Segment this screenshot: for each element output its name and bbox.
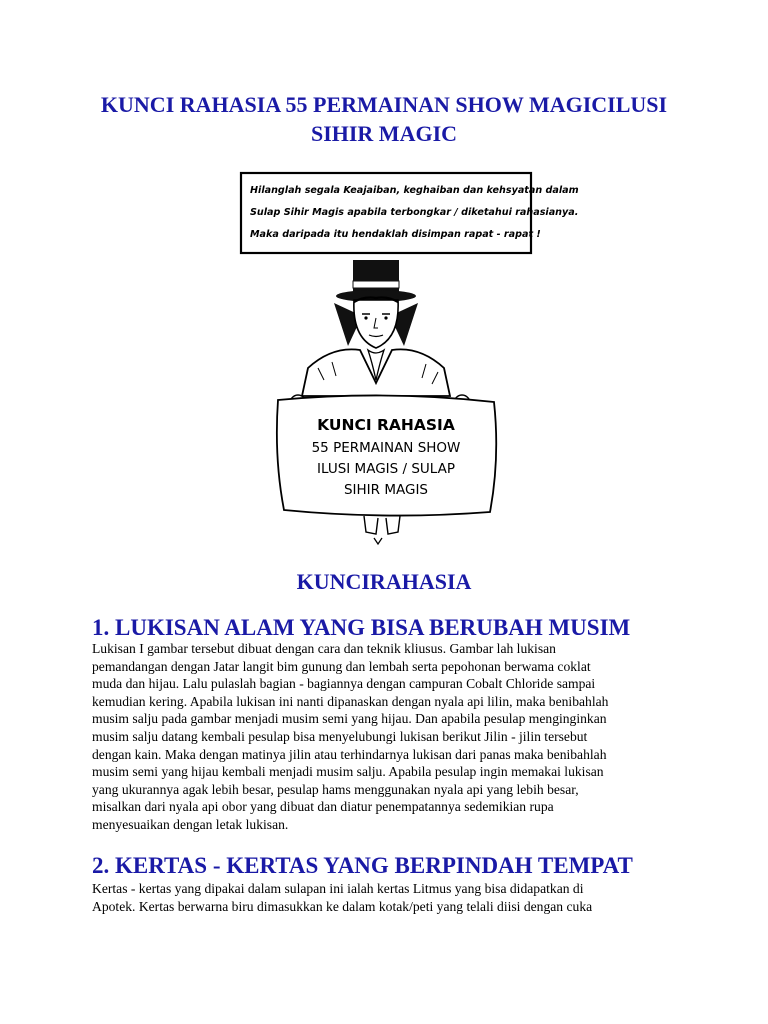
section-title: KUNCIRAHASIA	[296, 569, 472, 594]
paragraph-line: Lukisan I gambar tersebut dibuat dengan cara dan teknik kliusus. Gambar lah lukisan	[92, 641, 556, 656]
banner-line: SIHIR MAGIS	[343, 482, 429, 498]
title-line: KUNCI RAHASIA 55 PERMAINAN SHOW MAGICILUSI	[100, 92, 668, 117]
paragraph-line: musim salju datang kembali pesulap bisa menyelubungi lukisan berikut Jilin - jilin tersebut	[92, 728, 588, 744]
paragraph-line: dengan kain. Maka dengan matinya jilin atau terhindarnya lukisan dari panas maka benibahlah	[92, 746, 607, 762]
item-heading: 2. KERTAS - KERTAS YANG BERPINDAH TEMPAT	[92, 853, 633, 878]
magician-legs	[364, 516, 400, 544]
top-sign-line: Hilanglah segala Keajaiban, keghaiban dan kehsyatan dalam	[250, 185, 579, 196]
paragraph-line: pemandangan dengan Jatar langit bim gunung dan lembah serta pepohonan berwama coklat	[92, 658, 591, 674]
item-paragraph	[92, 640, 692, 834]
paragraph-line: menyesuaikan dengan letak lukisan.	[92, 816, 289, 832]
title-line: SIHIR MAGIC	[310, 121, 458, 146]
paragraph-line: yang ukurannya agak lebih besar, pesulap hams menggunakan nyala api yang lebih besar,	[92, 781, 579, 797]
banner-line: ILUSI MAGIS / SULAP	[317, 461, 455, 477]
banner-line: 55 PERMAINAN SHOW	[311, 440, 461, 456]
paragraph-line: Apotek. Kertas berwarna biru dimasukkan ke dalam kotak/peti yang telali diisi dengan cuka	[92, 898, 593, 914]
item-heading: 1. LUKISAN ALAM YANG BISA BERUBAH MUSIM	[92, 615, 631, 640]
magician-illustration	[236, 168, 579, 548]
paragraph-line: musim salju pada gambar menjadi musim semi yang hijau. Dan apabila pesulap menginginkan	[92, 711, 607, 727]
banner-line: KUNCI RAHASIA	[317, 416, 455, 434]
paragraph-line: muda dan hijau. Lalu pulaslah bagian - bagiannya dengan campuran Cobalt Chloride sampai	[92, 676, 596, 692]
item-paragraph	[92, 880, 692, 915]
top-hat	[336, 260, 416, 302]
top-sign-line: Maka daripada itu hendaklah disimpan rapat - rapat !	[250, 229, 541, 240]
magician-head	[354, 298, 398, 349]
top-sign-line: Sulap Sihir Magis apabila terbongkar / diketahui rahasianya.	[250, 207, 579, 218]
paragraph-line: misalkan dari nyala api obor yang dibuat dan diatur penempatannya sedemikian rupa	[92, 799, 554, 815]
paragraph-line: kemudian kering. Apabila lukisan ini nanti dipanaskan dengan nyala api lilin, maka benibahlah	[92, 693, 609, 709]
paragraph-line: Kertas - kertas yang dipakai dalam sulapan ini ialah kertas Litmus yang bisa didapatkan di	[92, 881, 584, 896]
paragraph-line: musim semi yang hijau kembali menjadi musim salju. Apabila pesulap ingin memakai lukisan	[92, 764, 604, 780]
document-title	[60, 90, 708, 148]
